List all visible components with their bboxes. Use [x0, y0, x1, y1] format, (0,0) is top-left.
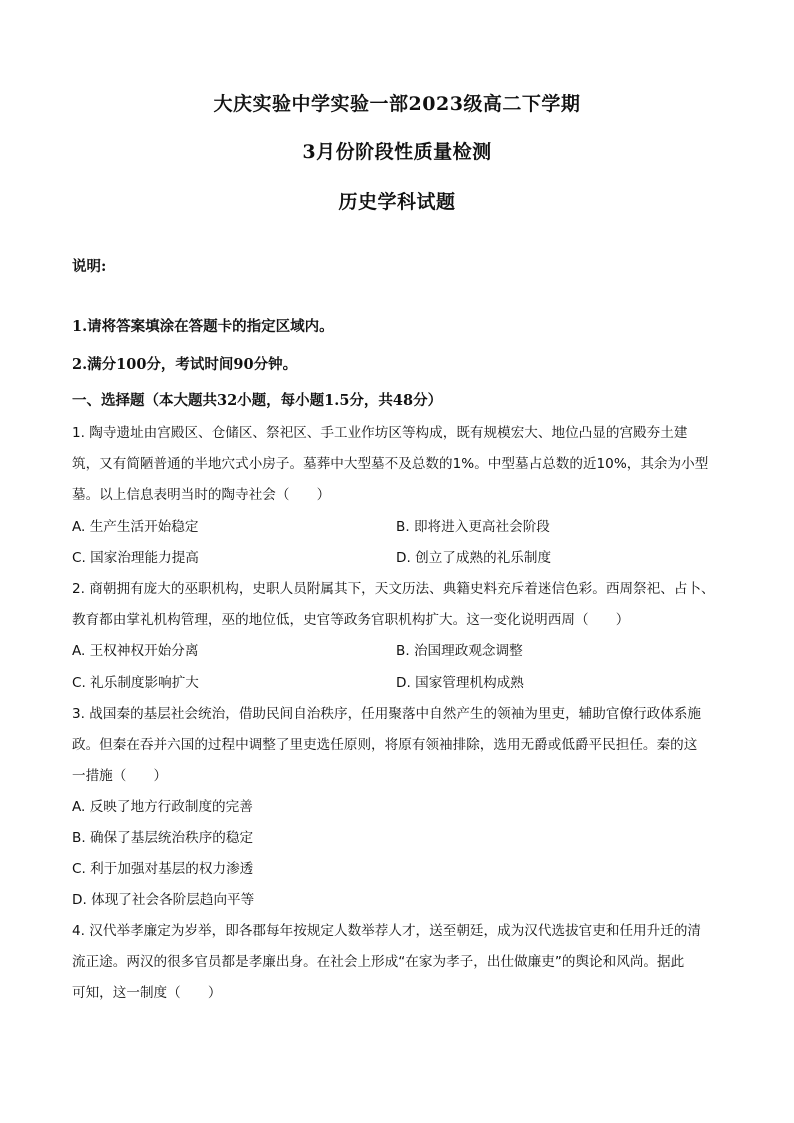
instruction-item-2: 2.满分100分，考试时间90分钟。	[72, 356, 298, 373]
question-3-option-d: D. 体现了社会各阶层趋向平等	[72, 892, 255, 908]
question-2-option-c: C. 礼乐制度影响扩大	[72, 675, 199, 691]
question-3-option-c: C. 利于加强对基层的权力渗透	[72, 861, 254, 877]
exam-title-line1: 大庆实验中学实验一部2023级高二下学期	[213, 93, 581, 115]
exam-title-line2: 3月份阶段性质量检测	[302, 141, 492, 163]
question-1-option-d: D. 创立了成熟的礼乐制度	[396, 550, 552, 566]
question-4-line: 4. 汉代举孝廉定为岁举，即各郡每年按规定人数举荐人才，送至朝廷，成为汉代选拔官吏和任用升迁的清	[72, 923, 702, 939]
question-3-line: 3. 战国秦的基层社会统治，借助民间自治秩序，任用聚落中自然产生的领袖为里吏，辅助官僚行政体系施	[72, 706, 702, 722]
question-2-option-d: D. 国家管理机构成熟	[396, 675, 524, 691]
question-1-option-b: B. 即将进入更高社会阶段	[396, 519, 550, 535]
question-1-option-c: C. 国家治理能力提高	[72, 550, 199, 566]
question-2-line: 2. 商朝拥有庞大的巫职机构，史职人员附属其下，天文历法、典籍史料充斥着迷信色彩。西周祭祀、占卜、	[72, 581, 715, 597]
question-3-line: 政。但秦在吞并六国的过程中调整了里吏选任原则，将原有领袖排除，选用无爵或低爵平民担任。秦的这	[72, 737, 698, 753]
question-3-option-b: B. 确保了基层统治秩序的稳定	[72, 830, 254, 846]
question-3-line: 一措施（ ）	[72, 768, 168, 784]
question-2-line: 教育都由掌礼机构管理，巫的地位低，史官等政务官职机构扩大。这一变化说明西周（ ）	[72, 612, 630, 628]
question-1-line: 1. 陶寺遗址由宫殿区、仓储区、祭祀区、手工业作坊区等构成，既有规模宏大、地位凸显的宫殿夯土建	[72, 425, 688, 441]
question-2-option-a: A. 王权神权开始分离	[72, 643, 199, 659]
question-1-line: 墓。以上信息表明当时的陶寺社会（ ）	[72, 487, 331, 503]
instruction-item-1: 1.请将答案填涂在答题卡的指定区域内。	[72, 318, 334, 335]
question-1-option-a: A. 生产生活开始稳定	[72, 519, 199, 535]
question-2-option-b: B. 治国理政观念调整	[396, 643, 523, 659]
exam-title-line3: 历史学科试题	[338, 191, 456, 213]
question-3-option-a: A. 反映了地方行政制度的完善	[72, 799, 253, 815]
question-4-line: 可知，这一制度（ ）	[72, 985, 222, 1001]
question-1-line: 筑，又有简陋普通的半地穴式小房子。墓葬中大型墓不及总数的1%。中型墓占总数的近10%，其余为小型	[72, 456, 709, 472]
instructions-heading: 说明:	[72, 258, 107, 275]
section-heading: 一、选择题（本大题共32小题，每小题1.5分，共48分）	[72, 392, 443, 409]
question-4-line: 流正途。两汉的很多官员都是孝廉出身。在社会上形成“在家为孝子，出仕做廉吏”的舆论和风尚。据此	[72, 954, 685, 970]
